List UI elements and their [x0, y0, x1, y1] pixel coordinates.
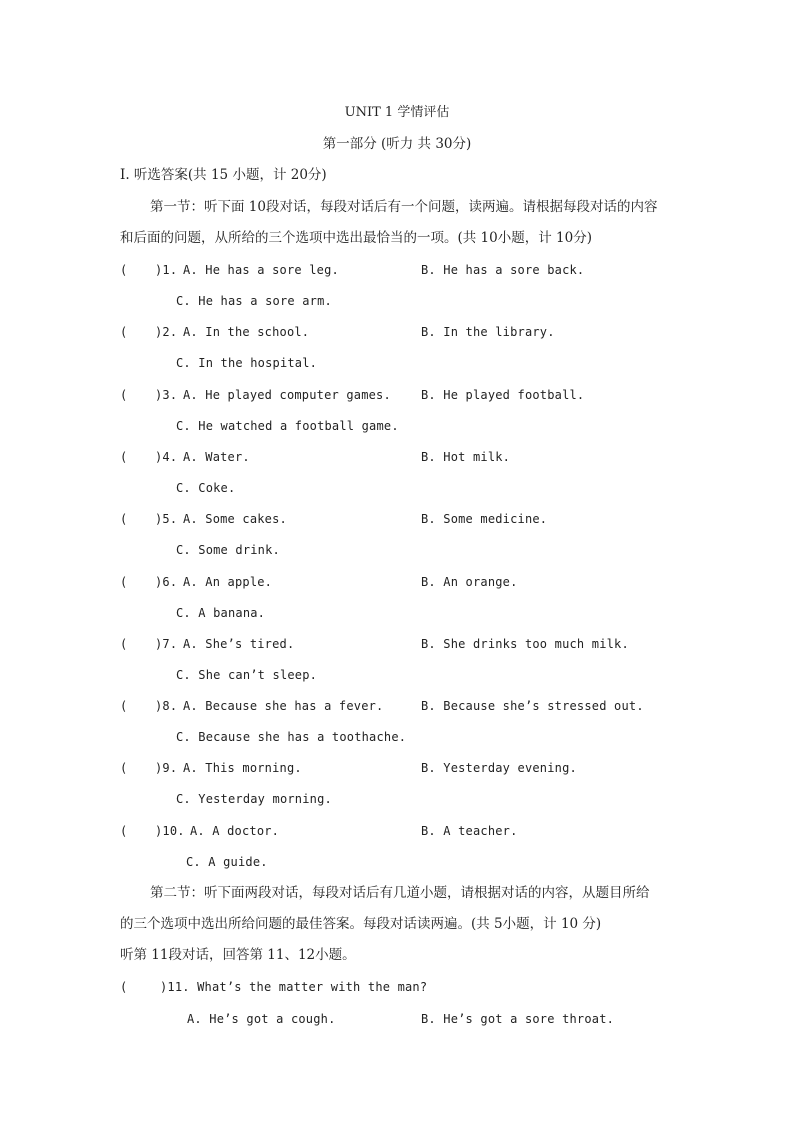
answer-bracket[interactable]: ( — [120, 761, 128, 775]
option-a: A. He has a sore leg. — [183, 263, 339, 277]
option-a: A. A doctor. — [190, 824, 280, 838]
option-a: A. Water. — [183, 450, 250, 464]
question-number: )4. — [155, 450, 178, 464]
part1-instruction-line2: 和后面的问题，从所给的三个选项中选出最恰当的一项。(共 10小题，计 10分) — [120, 230, 592, 246]
option-c: C. A banana. — [176, 606, 266, 620]
option-b: B. Hot milk. — [421, 450, 511, 464]
answer-bracket[interactable]: ( — [120, 699, 128, 713]
option-a: A. She’s tired. — [183, 637, 295, 651]
answer-bracket[interactable]: ( — [120, 263, 128, 277]
question-number: )10. — [155, 824, 185, 838]
answer-bracket[interactable]: ( — [120, 450, 128, 464]
answer-bracket[interactable]: ( — [120, 388, 128, 402]
option-c: C. He watched a football game. — [176, 419, 399, 433]
question-number: )2. — [155, 325, 178, 339]
part2-instruction-line1: 第二节：听下面两段对话，每段对话后有几道小题，请根据对话的内容，从题目所给 — [150, 885, 650, 901]
option-b: B. An orange. — [421, 575, 518, 589]
question-number: )1. — [155, 263, 178, 277]
question-number: )7. — [155, 637, 178, 651]
option-b: B. In the library. — [421, 325, 555, 339]
q11-bracket[interactable]: ( — [120, 980, 128, 994]
page-subtitle: 第一部分 (听力 共 30分) — [322, 136, 472, 152]
option-a: A. Because she has a fever. — [183, 699, 384, 713]
page-title: UNIT 1 学情评估 — [344, 105, 450, 120]
answer-bracket[interactable]: ( — [120, 575, 128, 589]
option-c: C. Because she has a toothache. — [176, 730, 407, 744]
option-a: A. This morning. — [183, 761, 302, 775]
option-c: C. Some drink. — [176, 543, 280, 557]
option-b: B. A teacher. — [421, 824, 518, 838]
option-a: A. Some cakes. — [183, 512, 287, 526]
q11-option-a: A. He’s got a cough. — [187, 1012, 336, 1026]
option-b: B. He played football. — [421, 388, 585, 402]
option-c: C. In the hospital. — [176, 356, 318, 370]
answer-bracket[interactable]: ( — [120, 824, 128, 838]
question-number: )8. — [155, 699, 178, 713]
dialogue-note: 听第 11段对话，回答第 11、12小题。 — [120, 947, 356, 963]
q11-stem: )11. What’s the matter with the man? — [160, 980, 428, 994]
question-number: )5. — [155, 512, 178, 526]
option-b: B. Because she’s stressed out. — [421, 699, 644, 713]
option-c: C. Coke. — [176, 481, 236, 495]
answer-bracket[interactable]: ( — [120, 325, 128, 339]
option-c: C. He has a sore arm. — [176, 294, 332, 308]
option-a: A. In the school. — [183, 325, 310, 339]
option-b: B. Some medicine. — [421, 512, 548, 526]
option-b: B. She drinks too much milk. — [421, 637, 629, 651]
option-b: B. He has a sore back. — [421, 263, 585, 277]
option-c: C. She can’t sleep. — [176, 668, 318, 682]
question-number: )3. — [155, 388, 178, 402]
part1-instruction-line1: 第一节：听下面 10段对话，每段对话后有一个问题，读两遍。请根据每段对话的内容 — [150, 199, 658, 215]
q11-option-b: B. He’s got a sore throat. — [421, 1012, 615, 1026]
answer-bracket[interactable]: ( — [120, 512, 128, 526]
option-a: A. He played computer games. — [183, 388, 391, 402]
option-c: C. A guide. — [186, 855, 268, 869]
part2-instruction-line2: 的三个选项中选出所给问题的最佳答案。每段对话读两遍。(共 5小题，计 10 分) — [120, 916, 602, 932]
section-heading: Ⅰ. 听选答案(共 15 小题，计 20分) — [120, 167, 327, 183]
option-a: A. An apple. — [183, 575, 273, 589]
option-b: B. Yesterday evening. — [421, 761, 577, 775]
question-number: )9. — [155, 761, 178, 775]
answer-bracket[interactable]: ( — [120, 637, 128, 651]
option-c: C. Yesterday morning. — [176, 792, 332, 806]
question-number: )6. — [155, 575, 178, 589]
